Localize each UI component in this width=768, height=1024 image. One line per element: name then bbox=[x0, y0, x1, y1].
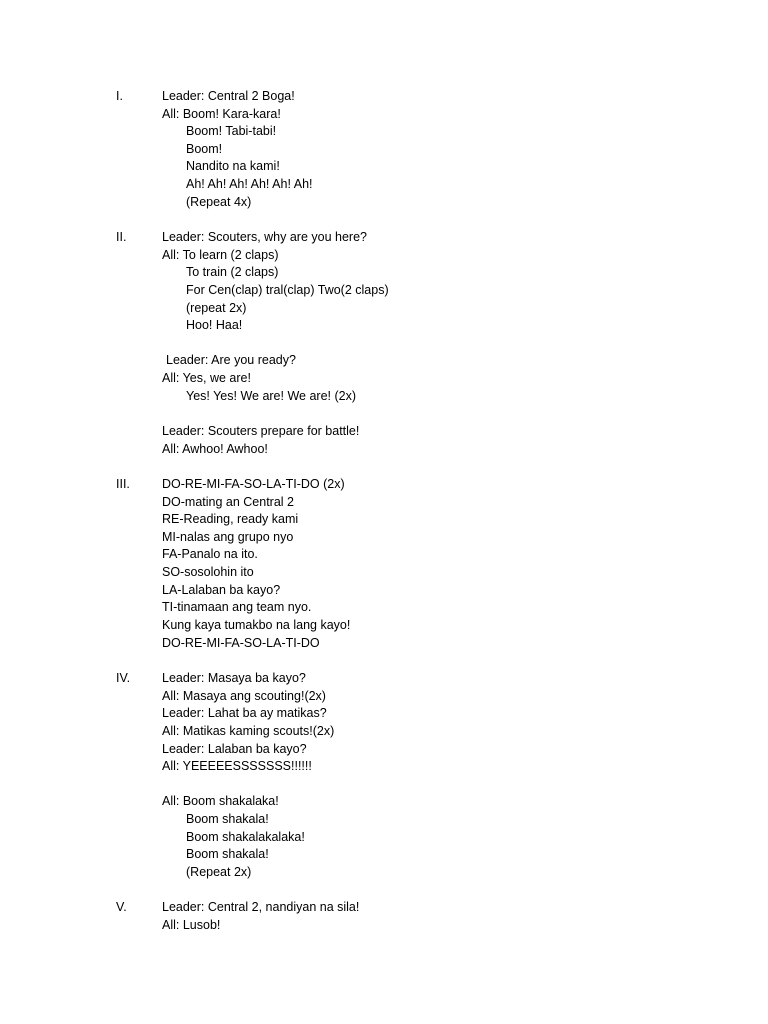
text-line: DO-mating an Central 2 bbox=[162, 495, 295, 509]
text-line: Leader: Are you ready? bbox=[166, 353, 296, 367]
text-line: All: Boom shakalaka! bbox=[162, 794, 279, 808]
text-line: Yes! Yes! We are! We are! (2x) bbox=[186, 389, 356, 403]
text-line: Boom! Tabi-tabi! bbox=[186, 124, 277, 138]
text-line: Leader: Central 2 Boga! bbox=[162, 89, 295, 103]
text-line: SO-sosolohin ito bbox=[162, 565, 254, 579]
section-numeral: III. bbox=[116, 477, 130, 491]
text-line: Leader: Lalaban ba kayo? bbox=[162, 742, 307, 756]
text-line: Ah! Ah! Ah! Ah! Ah! Ah! bbox=[186, 177, 313, 191]
text-line: (repeat 2x) bbox=[186, 301, 247, 315]
text-line: All: Yes, we are! bbox=[162, 371, 251, 385]
text-line: Leader: Scouters, why are you here? bbox=[162, 230, 367, 244]
text-line: All: Awhoo! Awhoo! bbox=[162, 442, 268, 456]
text-line: Boom shakala! bbox=[186, 847, 269, 861]
text-line: MI-nalas ang grupo nyo bbox=[162, 530, 294, 544]
text-line: All: Masaya ang scouting!(2x) bbox=[162, 689, 326, 703]
text-line: Boom shakala! bbox=[186, 812, 269, 826]
section-numeral: V. bbox=[116, 900, 127, 914]
text-line: Leader: Scouters prepare for battle! bbox=[162, 424, 360, 438]
text-line: All: Lusob! bbox=[162, 918, 221, 932]
text-line: FA-Panalo na ito. bbox=[162, 547, 258, 561]
section-numeral: I. bbox=[116, 89, 123, 103]
text-line: Kung kaya tumakbo na lang kayo! bbox=[162, 618, 351, 632]
text-line: TI-tinamaan ang team nyo. bbox=[162, 600, 312, 614]
text-line: (Repeat 2x) bbox=[186, 865, 252, 879]
text-line: All: YEEEEESSSSSSS!!!!!! bbox=[162, 759, 312, 773]
text-line: Leader: Lahat ba ay matikas? bbox=[162, 706, 327, 720]
text-line: Leader: Masaya ba kayo? bbox=[162, 671, 306, 685]
text-line: All: Boom! Kara-kara! bbox=[162, 107, 281, 121]
section-numeral: II. bbox=[116, 230, 127, 244]
text-line: RE-Reading, ready kami bbox=[162, 512, 299, 526]
text-line: Leader: Central 2, nandiyan na sila! bbox=[162, 900, 360, 914]
text-line: Boom shakalakalaka! bbox=[186, 830, 305, 844]
text-line: All: To learn (2 claps) bbox=[162, 248, 279, 262]
text-line: Hoo! Haa! bbox=[186, 318, 243, 332]
text-line: Nandito na kami! bbox=[186, 159, 280, 173]
text-line: DO-RE-MI-FA-SO-LA-TI-DO (2x) bbox=[162, 477, 345, 491]
text-line: (Repeat 4x) bbox=[186, 195, 252, 209]
text-line: LA-Lalaban ba kayo? bbox=[162, 583, 281, 597]
section-numeral: IV. bbox=[116, 671, 131, 685]
text-line: All: Matikas kaming scouts!(2x) bbox=[162, 724, 335, 738]
text-line: Boom! bbox=[186, 142, 223, 156]
text-line: DO-RE-MI-FA-SO-LA-TI-DO bbox=[162, 636, 320, 650]
text-line: To train (2 claps) bbox=[186, 265, 279, 279]
text-line: For Cen(clap) tral(clap) Two(2 claps) bbox=[186, 283, 389, 297]
